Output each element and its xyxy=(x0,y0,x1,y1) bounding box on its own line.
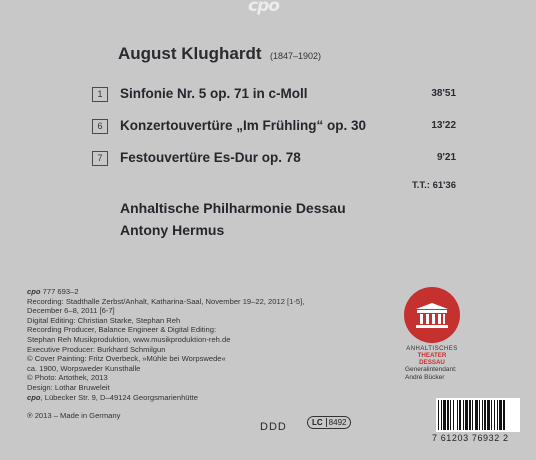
credit-line: Recording: Stadthalle Zerbst/Anhalt, Katharina-Saal, November 19–22, 2012 [1-5], xyxy=(27,296,305,306)
ddd-mark: DDD xyxy=(260,421,287,433)
track-number: 7 xyxy=(92,151,108,166)
credit-line: © Photo: Artothek, 2013 xyxy=(27,373,108,383)
track-number: 6 xyxy=(92,119,108,134)
intendant-name: André Bücker xyxy=(405,374,445,381)
copyright-line: ℗ 2013 – Made in Germany xyxy=(27,411,121,421)
credits-block xyxy=(27,287,304,421)
credit-line: Recording Producer, Balance Engineer & Digital Editing: xyxy=(27,325,217,335)
track-title: Konzertouvertüre „Im Frühling“ op. 30 xyxy=(120,118,367,133)
lc-mark: LC xyxy=(312,418,327,427)
credit-line: Stephan Reh Musikproduktion, www.musikproduktion-reh.de xyxy=(27,334,231,344)
composer-name: August Klughardt xyxy=(118,44,262,63)
credit-line: ca. 1900, Worpsweder Kunsthalle xyxy=(27,363,141,373)
catalog-label: cpo xyxy=(27,287,41,296)
barcode-digits: 7 61203 76932 2 xyxy=(432,433,509,443)
track-number: 1 xyxy=(92,87,108,102)
address-label: cpo xyxy=(27,392,41,402)
lc-oval xyxy=(307,416,351,429)
barcode-icon xyxy=(436,398,520,432)
conductor-name: Antony Hermus xyxy=(120,222,225,238)
label-code xyxy=(307,416,351,429)
catalog-number xyxy=(27,287,304,297)
credit-line: December 6–8, 2011 [6-7] xyxy=(27,306,115,316)
track-time: 9'21 xyxy=(436,152,456,163)
theater-building-icon xyxy=(412,300,452,330)
track-title: Sinfonie Nr. 5 op. 71 in c-Moll xyxy=(120,86,308,101)
theater-line1: ANHALTISCHES xyxy=(406,346,458,352)
credit-line: Executive Producer: Burkhard Schmilgun xyxy=(27,344,166,354)
track-time: 38'51 xyxy=(431,88,456,99)
intendant-credit xyxy=(405,366,457,382)
track-title: Festouvertüre Es-Dur op. 78 xyxy=(120,150,301,165)
orchestra-name: Anhaltische Philharmonie Dessau xyxy=(120,200,346,216)
total-time: T.T.: 61'36 xyxy=(412,180,456,191)
address-text: , Lübecker Str. 9, D–49124 Georgsmarienhütte xyxy=(40,392,198,402)
composer-heading xyxy=(118,44,321,64)
composer-dates: (1847–1902) xyxy=(270,51,322,61)
intendant-role: Generalintendant: xyxy=(405,366,457,373)
credit-line: Digital Editing: Christian Starke, Stephan Reh xyxy=(27,315,181,325)
track-time: 13'22 xyxy=(431,120,456,131)
credit-line: Design: Lothar Bruweleit xyxy=(27,382,110,392)
track-row xyxy=(92,150,456,168)
credit-line: © Cover Painting: Fritz Overbeck, »Mühle bei Worpswede« xyxy=(27,354,226,364)
catalog-number-value: 777 693–2 xyxy=(42,287,79,296)
cpo-logo: cpo xyxy=(248,0,279,16)
theater-line2: THEATER DESSAU xyxy=(417,352,447,366)
address-line xyxy=(27,393,304,403)
track-row xyxy=(92,86,456,104)
theater-name xyxy=(405,346,459,366)
lc-number: 8492 xyxy=(328,418,347,427)
track-row xyxy=(92,118,456,136)
theater-logo-icon xyxy=(404,287,460,343)
